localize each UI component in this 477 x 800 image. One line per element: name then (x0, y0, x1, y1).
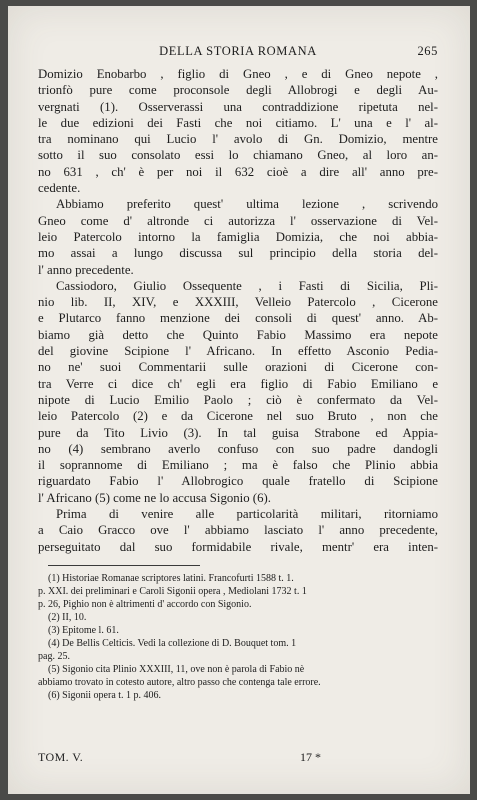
body-line: vergnati (1). Osserverassi una contraddizione ripetuta nel- (38, 99, 438, 114)
body-line: Cassiodoro, Giulio Ossequente , i Fasti di Sicilia, Pli- (56, 278, 438, 293)
body-line: mo assai a lungo discussa sul principio della storia del- (38, 246, 438, 261)
body-line: pure da Tito Livio (3). In tal guisa Strabone ed Appia- (38, 425, 438, 440)
body-line: sotto il suo consolato essi lo chiamano Gneo, al loro an- (38, 148, 438, 163)
body-line: le due edizioni dei Fasti che noi citiamo. L' una e l' al- (38, 115, 438, 130)
footnote-rule (48, 565, 200, 566)
footnote-line: (3) Epitome l. 61. (48, 624, 119, 636)
body-line: no ne' suoi Commentarii sulle orazioni di Cicerone con- (38, 360, 438, 375)
body-line: nipote di Lucio Emilio Paolo ; ciò è confermato da Vel- (38, 392, 438, 407)
footnote-line: abbiamo trovato in cotesto autore, altro passo che contenga tale errore. (38, 676, 321, 688)
footnote-line: (6) Sigonii opera t. 1 p. 406. (48, 689, 162, 701)
footnote-line: pag. 25. (38, 650, 70, 662)
footnote-line: (4) De Bellis Celticis. Vedi la collezione di D. Bouquet tom. 1 (48, 637, 297, 649)
body-line: biamo già detto che Quinto Fabio Massimo era nepote (38, 327, 438, 342)
footnote-line: p. 26, Pighio non è altrimenti d' accordo con Sigonio. (38, 598, 252, 610)
body-line: l' anno precedente. (38, 262, 134, 277)
volume-mark: TOM. V. (38, 750, 84, 764)
footnotes (38, 572, 438, 702)
body-line: Gneo come d' altronde ci autorizza l' osservazione di Vel- (38, 213, 438, 228)
footnote-line: (1) Historiae Romanae scriptores latini. Francofurti 1588 t. 1. (48, 572, 294, 584)
body-line: tra nominano qui Lucio l' avolo di Gn. Domizio, mentre (38, 132, 438, 147)
body-line: nio lib. II, XIV, e XXXIII, Velleio Patercolo , Cicerone (38, 295, 438, 310)
body-line: a Caio Gracco ove l' abbiamo lasciato l' anno precedente, (38, 523, 438, 538)
page-footer (38, 750, 438, 766)
footnote-line: p. XXI. dei preliminari e Caroli Sigonii opera , Mediolani 1732 t. 1 (38, 585, 307, 597)
running-head (38, 44, 438, 62)
running-title: DELLA STORIA ROMANA (159, 44, 317, 58)
body-line: no 631 , ch' è per noi il 632 cioè a dire all' anno pre- (38, 164, 438, 179)
body-line: cedente. (38, 181, 81, 196)
body-line: l' Africano (5) come ne lo accusa Sigonio (6). (38, 490, 271, 505)
body-line: e Plutarco fanno menzione dei consoli di quest' anno. Ab- (38, 311, 438, 326)
book-page (8, 6, 470, 794)
footnote-line: (5) Sigonio cita Plinio XXXIII, 11, ove non è parola di Fabio nè (48, 663, 305, 675)
footnote-line: (2) II, 10. (48, 611, 87, 623)
body-line: perseguitato dal suo formidabile rivale, mentr' era inten- (38, 539, 438, 554)
body-line: tra Verre ci dice ch' egli era figlio di Fabio Emiliano e (38, 376, 438, 391)
signature-mark: 17 * (300, 750, 321, 764)
body-line: trionfò pure come proconsole degli Allobrogi e degli Au- (38, 83, 438, 98)
body-line: Abbiamo preferito quest' ultima lezione , scrivendo (56, 197, 438, 212)
body-text (38, 66, 438, 555)
page-number: 265 (417, 44, 438, 58)
body-line: riguardato Fabio l' Allobrogico quale fratello di Scipione (38, 474, 438, 489)
body-line: il soprannome di Emiliano ; ma è falso che Plinio abbia (38, 458, 438, 473)
body-line: Prima di venire alle particolarità militari, ritorniamo (56, 507, 438, 522)
body-line: leio Patercolo intorno la famiglia Domizia, che noi abbia- (38, 229, 438, 244)
body-line: del giovine Scipione l' Africano. In effetto Asconio Pedia- (38, 344, 438, 359)
body-line: leio Patercolo (2) e da Cicerone nel suo Bruto , non che (38, 409, 438, 424)
body-line: Domizio Enobarbo , figlio di Gneo , e di Gneo nepote , (38, 67, 438, 81)
body-line: no (4) sembrano averlo confuso con suo padre dandogli (38, 441, 438, 456)
